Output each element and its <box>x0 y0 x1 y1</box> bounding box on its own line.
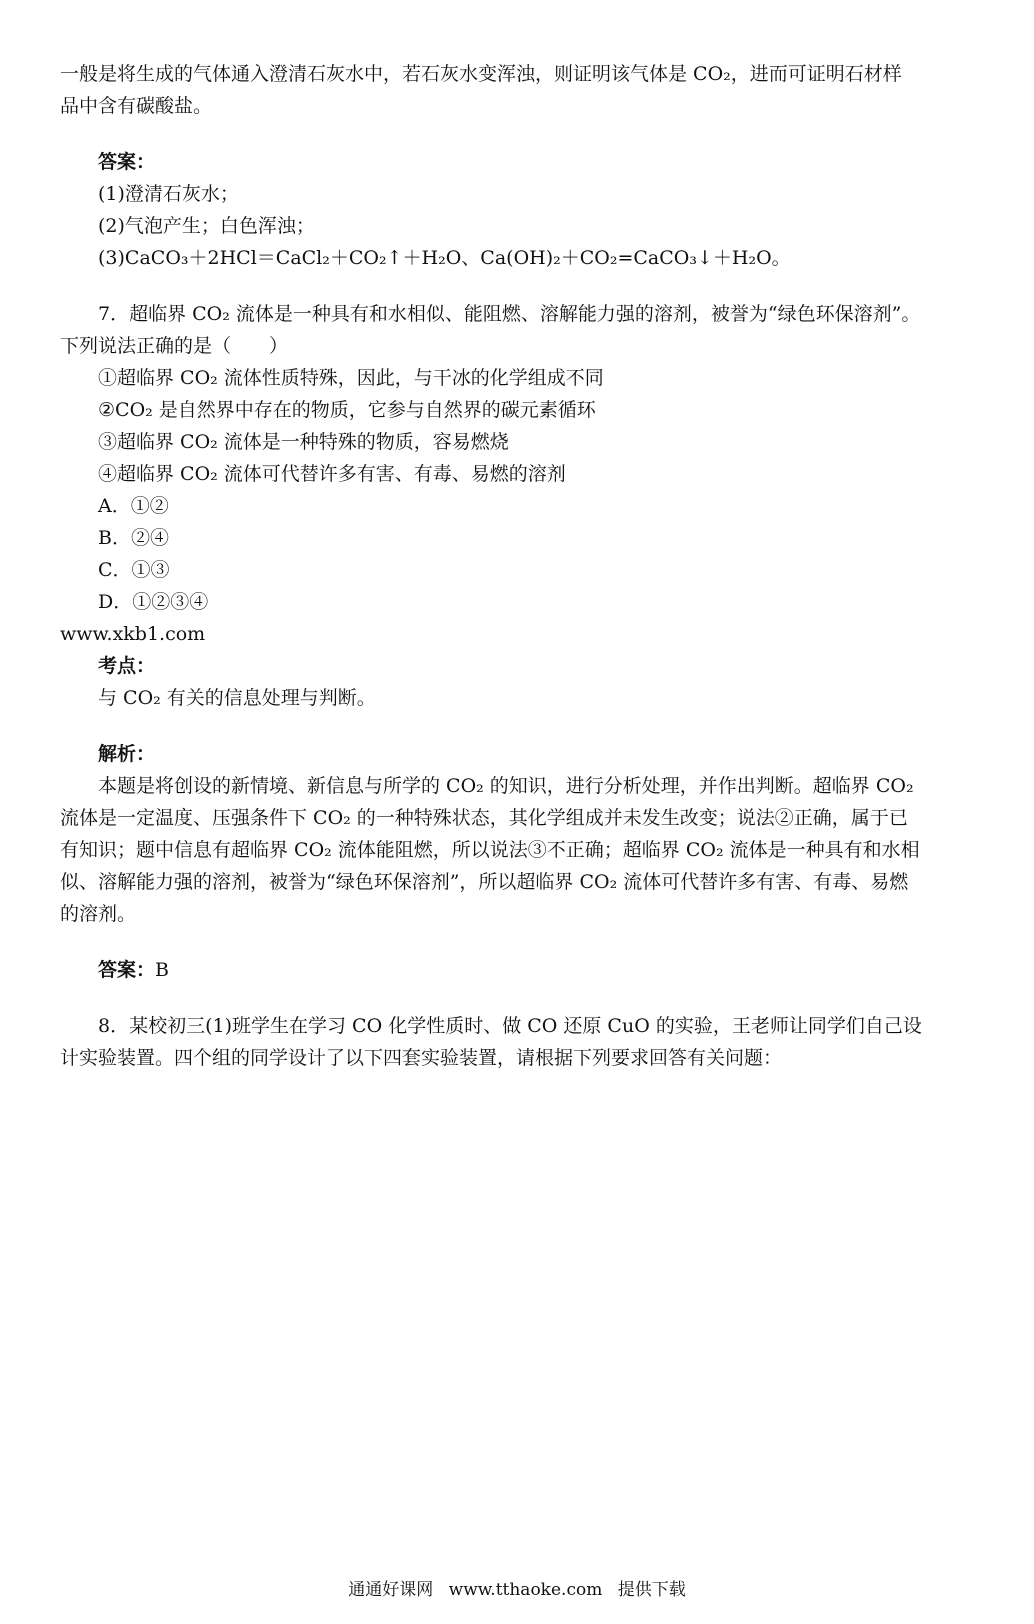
question-8-line-1: 8．某校初三(1)班学生在学习 CO 化学性质时、做 CO 还原 CuO 的实验，王老师让同学们自己设 <box>98 1015 922 1037</box>
watermark-url: www.xkb1.com <box>60 623 206 645</box>
jiexi-line: 有知识；题中信息有超临界 CO₂ 流体能阻燃，所以说法③不正确；超临界 CO₂ 流体是一种具有和水相 <box>60 839 920 861</box>
kaodian-heading: 考点： <box>98 655 156 677</box>
jiexi-line: 流体是一定温度、压强条件下 CO₂ 的一种特殊状态，其化学组成并未发生改变；说法②正确，属于已 <box>60 807 908 829</box>
question-8-line-2: 计实验装置。四个组的同学设计了以下四套实验装置，请根据下列要求回答有关问题： <box>60 1047 783 1069</box>
answer-value: B <box>155 959 169 981</box>
intro-line-2: 品中含有碳酸盐。 <box>60 95 213 117</box>
option-b: B．②④ <box>98 527 169 549</box>
answer-heading: 答案： <box>98 959 156 981</box>
question-7-stem-line-2: 下列说法正确的是（ ） <box>60 335 289 357</box>
intro-line-1: 一般是将生成的气体通入澄清石灰水中，若石灰水变浑浊，则证明该气体是 CO₂，进而可证明石材样 <box>60 63 902 85</box>
jiexi-line: 本题是将创设的新情境、新信息与所学的 CO₂ 的知识，进行分析处理，并作出判断。超临界 CO₂ <box>98 775 914 797</box>
document-page <box>60 58 980 1074</box>
jiexi-line: 的溶剂。 <box>60 903 137 925</box>
footer-site-name: 通通好课网 <box>348 1580 434 1600</box>
option-a: A．①② <box>98 495 169 517</box>
kaodian-text: 与 CO₂ 有关的信息处理与判断。 <box>98 687 376 709</box>
footer-note: 提供下载 <box>617 1580 686 1600</box>
answer-heading: 答案： <box>98 151 156 173</box>
page-footer <box>0 1578 1034 1602</box>
jiexi-heading: 解析： <box>98 743 156 765</box>
statement: ④超临界 CO₂ 流体可代替许多有害、有毒、易燃的溶剂 <box>98 463 566 485</box>
statement: ③超临界 CO₂ 流体是一种特殊的物质，容易燃烧 <box>98 431 509 453</box>
answer-item: (1)澄清石灰水； <box>98 183 239 205</box>
statement: ①超临界 CO₂ 流体性质特殊，因此，与干冰的化学组成不同 <box>98 367 604 389</box>
question-7-answer <box>60 954 980 986</box>
statement: ②CO₂ 是自然界中存在的物质，它参与自然界的碳元素循环 <box>98 399 596 421</box>
jiexi-line: 似、溶解能力强的溶剂，被誉为“绿色环保溶剂”，所以超临界 CO₂ 流体可代替许多有害、有毒、易燃 <box>60 871 909 893</box>
option-d: D．①②③④ <box>98 591 209 613</box>
footer-site-url[interactable]: www.tthaoke.com <box>448 1580 603 1600</box>
question-7-stem-line-1: 7．超临界 CO₂ 流体是一种具有和水相似、能阻燃、溶解能力强的溶剂，被誉为“绿色环保溶剂”。 <box>98 303 921 325</box>
answer-item: (3)CaCO₃＋2HCl＝CaCl₂＋CO₂↑＋H₂O、Ca(OH)₂＋CO₂=CaCO₃↓＋H₂O。 <box>98 247 791 269</box>
answer-item: (2)气泡产生；白色浑浊； <box>98 215 315 237</box>
option-c: C．①③ <box>98 559 170 581</box>
